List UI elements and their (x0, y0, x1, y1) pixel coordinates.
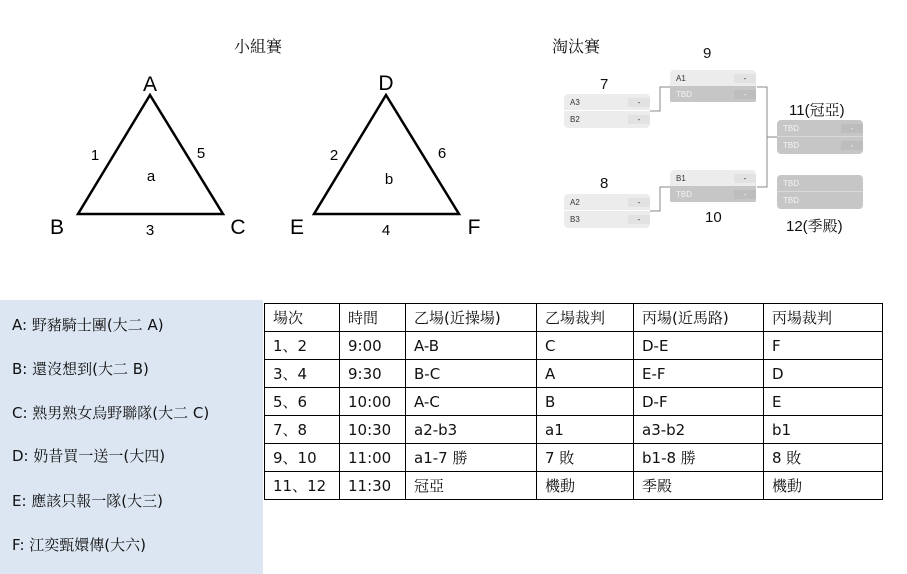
vertex-label: B (49, 216, 65, 239)
slot-score: - (628, 215, 650, 224)
slot-score: - (734, 174, 756, 183)
table-cell: D (764, 360, 883, 388)
table-cell: E (764, 388, 883, 416)
table-cell: 冠亞 (406, 472, 537, 500)
bracket-match-12[interactable] (777, 175, 863, 209)
slot-team: B3 (570, 214, 580, 224)
column-header: 丙場(近馬路) (634, 304, 764, 332)
slot-team: B1 (676, 173, 686, 183)
table-cell: b1-8 勝 (634, 444, 764, 472)
table-row (265, 332, 883, 360)
match-number: 12(季殿) (786, 218, 843, 235)
group-name: b (384, 171, 394, 188)
column-header: 時間 (340, 304, 406, 332)
table-cell: A (537, 360, 634, 388)
team-entry: B: 還沒想到(大二 B) (12, 360, 149, 378)
table-cell: 機動 (764, 472, 883, 500)
table-cell: A-B (406, 332, 537, 360)
bracket-match-11[interactable] (777, 120, 863, 154)
slot-team: TBD (676, 89, 692, 99)
team-legend (0, 300, 263, 574)
table-row (265, 360, 883, 388)
table-cell: 10:00 (340, 388, 406, 416)
schedule-table (264, 303, 883, 500)
slot-team: TBD (783, 178, 799, 188)
edge-label: 5 (196, 145, 206, 162)
table-cell: 9、10 (265, 444, 340, 472)
table-cell: 8 敗 (764, 444, 883, 472)
vertex-label: F (467, 216, 481, 239)
edge-label: 6 (437, 145, 447, 162)
bracket-match-9[interactable] (670, 70, 756, 104)
table-cell: A-C (406, 388, 537, 416)
table-cell: D-F (634, 388, 764, 416)
slot-score: - (841, 124, 863, 133)
slot-score: - (628, 198, 650, 207)
table-cell: a3-b2 (634, 416, 764, 444)
match-number: 7 (600, 76, 609, 93)
slot-team: A2 (570, 197, 580, 207)
table-cell: a1 (537, 416, 634, 444)
table-cell: 9:00 (340, 332, 406, 360)
edge-label: 3 (145, 222, 155, 239)
vertex-label: D (378, 72, 394, 95)
match-number: 9 (703, 45, 712, 62)
vertex-label: C (230, 216, 246, 239)
team-entry: F: 江奕甄嬛傳(大六) (12, 536, 146, 554)
column-header: 乙場(近操場) (406, 304, 537, 332)
table-cell: b1 (764, 416, 883, 444)
slot-score: - (734, 190, 756, 199)
slot-score: - (734, 74, 756, 83)
bracket-match-8[interactable] (564, 194, 650, 228)
vertex-label: E (289, 216, 305, 239)
bracket-match-7[interactable] (564, 94, 650, 128)
table-cell: B-C (406, 360, 537, 388)
table-cell: 11:00 (340, 444, 406, 472)
slot-team: A1 (676, 73, 686, 83)
table-cell: 機動 (537, 472, 634, 500)
column-header: 乙場裁判 (537, 304, 634, 332)
column-header: 場次 (265, 304, 340, 332)
table-cell: D-E (634, 332, 764, 360)
match-number: 11(冠亞) (789, 102, 845, 119)
match-number: 8 (600, 175, 609, 192)
team-entry: C: 熟男熟女烏野聯隊(大二 C) (12, 404, 210, 422)
edge-label: 2 (329, 147, 339, 164)
table-cell: 季殿 (634, 472, 764, 500)
table-cell: 7 敗 (537, 444, 634, 472)
slot-team: A3 (570, 97, 580, 107)
table-cell: E-F (634, 360, 764, 388)
table-cell: 5、6 (265, 388, 340, 416)
table-cell: 11、12 (265, 472, 340, 500)
knockout-title: 淘汰賽 (552, 37, 601, 56)
table-cell: a1-7 勝 (406, 444, 537, 472)
group-name: a (146, 168, 156, 185)
table-row (265, 472, 883, 500)
team-entry: A: 野豬騎士團(大二 A) (12, 316, 164, 334)
table-cell: C (537, 332, 634, 360)
table-cell: a2-b3 (406, 416, 537, 444)
table-header-row (265, 304, 883, 332)
vertex-label: A (142, 73, 158, 96)
team-entry: D: 奶昔買一送一(大四) (12, 447, 166, 465)
team-entry: E: 應該只報一隊(大三) (12, 492, 164, 510)
table-cell: 7、8 (265, 416, 340, 444)
edge-label: 4 (381, 222, 391, 239)
table-cell: 3、4 (265, 360, 340, 388)
bracket-match-10[interactable] (670, 170, 756, 204)
table-cell: F (764, 332, 883, 360)
table-row (265, 444, 883, 472)
slot-team: TBD (676, 189, 692, 199)
slot-team: TBD (783, 195, 799, 205)
group-stage-title: 小組賽 (234, 37, 283, 56)
table-cell: 10:30 (340, 416, 406, 444)
table-cell: 11:30 (340, 472, 406, 500)
table-cell: 9:30 (340, 360, 406, 388)
slot-score: - (734, 90, 756, 99)
table-row (265, 388, 883, 416)
edge-label: 1 (90, 147, 100, 164)
slot-team: TBD (783, 123, 799, 133)
column-header: 丙場裁判 (764, 304, 883, 332)
slot-team: B2 (570, 114, 580, 124)
table-cell: 1、2 (265, 332, 340, 360)
match-number: 10 (705, 209, 722, 226)
table-row (265, 416, 883, 444)
slot-score: - (841, 141, 863, 150)
slot-score: - (628, 115, 650, 124)
slot-score: - (628, 98, 650, 107)
table-cell: B (537, 388, 634, 416)
slot-team: TBD (783, 140, 799, 150)
